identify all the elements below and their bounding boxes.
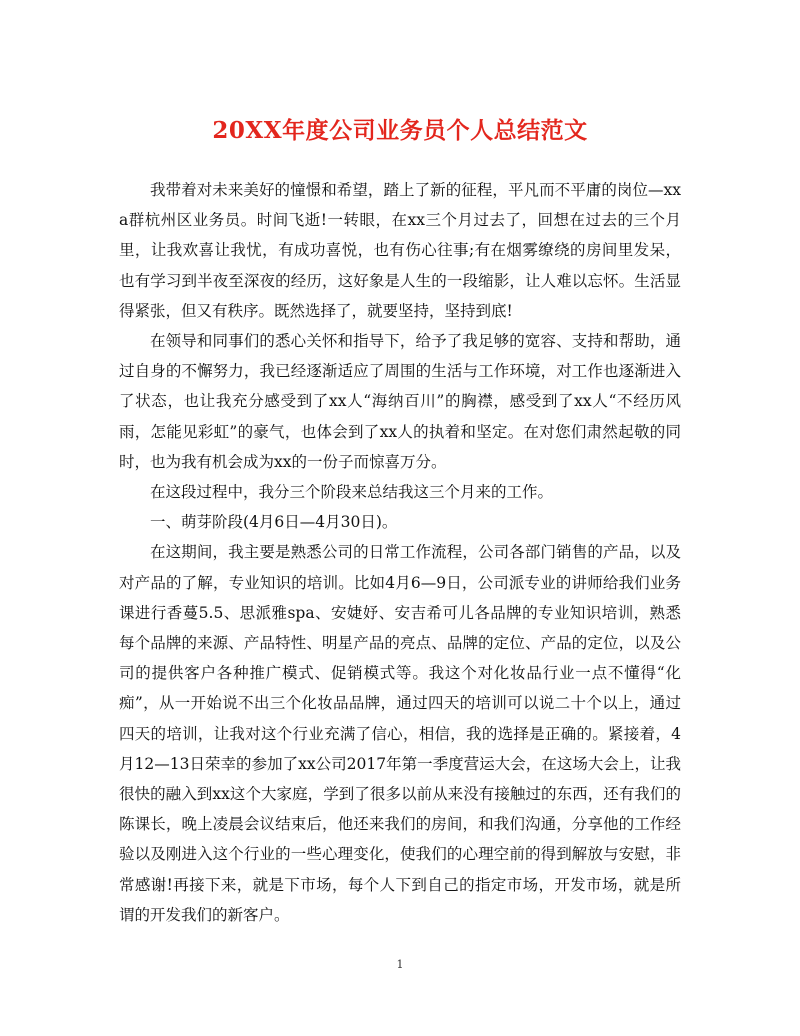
paragraph-guidance: 在领导和同事们的悉心关怀和指导下，给予了我足够的宽容、支持和帮助，通过自身的不懈努力，我已经逐渐适应了周围的生活与工作环境，对工作也逐渐进入了状态，也让我充分感受到了xx人“海纳百川”的胸襟，感受到了xx人“不经历风雨，怎能见彩虹”的豪气，也体会到了xx人的执着和坚定。在对您们肃然起敬的同时，也为我有机会成为xx的一份子而惊喜万分。 <box>119 332 681 471</box>
document-title: 20XX年度公司业务员个人总结范文 <box>212 117 588 144</box>
page-number: 1 <box>396 958 404 971</box>
section-heading-stage-one: 一、萌芽阶段(4月6日—4月30日)。 <box>150 513 398 532</box>
document-body <box>119 175 681 930</box>
paragraph-stage-one: 在这期间，我主要是熟悉公司的日常工作流程，公司各部门销售的产品，以及对产品的了解，专业知识的培训。比如4月6—9日，公司派专业的讲师给我们业务课进行香蔓5.5、思派雅spa、安婕妤、安吉希可儿各品牌的专业知识培训，熟悉每个品牌的来源、产品特性、明星产品的亮点、品牌的定位、产品的定位，以及公司的提供客户各种推广模式、促销模式等。我这个对化妆品行业一点不懂得“化痴”，从一开始说不出三个化妆品品牌，通过四天的培训可以说二十个以上，通过四天的培训，让我对这个行业充满了信心，相信，我的选择是正确的。紧接着，4月12—13日荣幸的参加了xx公司2017年第一季度营运大会，在这场大会上，让我很快的融入到xx这个大家庭，学到了很多以前从来没有接触过的东西，还有我们的陈课长，晚上凌晨会议结束后，他还来我们的房间，和我们沟通，分享他的工作经验以及刚进入这个行业的一些心理变化，使我们的心理空前的得到解放与安慰，非常感谢!再接下来，就是下市场，每个人下到自己的指定市场，开发市场，就是所谓的开发我们的新客户。 <box>119 543 681 924</box>
paragraph-overview: 在这段过程中，我分三个阶段来总结我这三个月来的工作。 <box>150 483 554 502</box>
paragraph-intro: 我带着对未来美好的憧憬和希望，踏上了新的征程，平凡而不平庸的岗位—xxa群杭州区业务员。时间飞逝!一转眼，在xx三个月过去了，回想在过去的三个月里，让我欢喜让我忧，有成功喜悦，也有伤心往事;有在烟雾缭绕的房间里发呆，也有学习到半夜至深夜的经历，这好象是人生的一段缩影，让人难以忘怀。生活显得紧张，但又有秩序。既然选择了，就要坚持，坚持到底! <box>119 181 681 320</box>
